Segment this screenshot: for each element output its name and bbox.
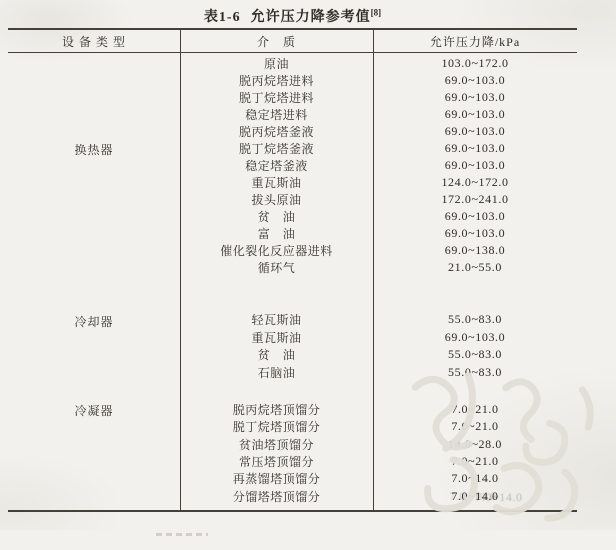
medium-cell: 拔头原油: [251, 193, 302, 207]
value-cell: 55.0~83.0: [448, 347, 502, 362]
table-row: [8, 106, 577, 123]
value-cell: 69.0~103.0: [444, 124, 506, 138]
pressure-drop-table: [8, 28, 577, 512]
table-row: [8, 191, 577, 208]
medium-cell: 稳定塔釜液: [245, 159, 308, 173]
value-cell: 7.0~21.0: [451, 454, 499, 469]
table-row: [8, 346, 577, 364]
table-row: [8, 72, 577, 89]
value-cell: 172.0~241.0: [441, 192, 509, 206]
equipment-label-condenser: 冷凝器: [74, 404, 114, 418]
table-row: [8, 470, 577, 487]
table-row: [8, 55, 577, 72]
medium-cell: 富 油: [257, 227, 296, 241]
header-pressure-drop: 允许压力降/kPa: [429, 34, 521, 49]
table-row: [8, 259, 577, 276]
table-row: [8, 140, 577, 157]
table-row: [8, 329, 577, 347]
value-cell: 7.0~21.0: [451, 402, 499, 417]
medium-cell: 脱丁烷塔釜液: [238, 142, 314, 156]
table-row: [8, 487, 577, 504]
table-row: [8, 311, 577, 329]
medium-cell: 稳定塔进料: [245, 108, 308, 122]
header-equipment-type: 设 备 类 型: [61, 34, 126, 49]
medium-cell: 脱丙烷塔釜液: [238, 125, 314, 139]
medium-cell: 重瓦斯油: [251, 176, 302, 190]
scan-smudge: [156, 533, 208, 536]
medium-cell: 脱丁烷塔进料: [238, 91, 314, 105]
table-row: [8, 89, 577, 106]
value-cell: 69.0~103.0: [444, 107, 506, 121]
medium-cell: 石脑油: [257, 365, 296, 380]
table-number: 表1-6: [203, 10, 241, 25]
value-cell: 7.0~14.0: [451, 488, 499, 503]
table-row: [8, 364, 577, 382]
table-row: [8, 123, 577, 140]
value-cell: 69.0~103.0: [444, 158, 506, 172]
value-cell: 69.0~103.0: [444, 90, 506, 104]
medium-cell: 原油: [263, 57, 289, 71]
citation-superscript: [8]: [370, 7, 382, 18]
table-header-row: [8, 30, 577, 53]
medium-cell: 重瓦斯油: [251, 330, 302, 345]
section-heat-exchanger: [8, 55, 577, 276]
table-body: [8, 55, 577, 512]
value-cell: 7.0~14.0: [451, 471, 499, 486]
value-cell: 21.0~55.0: [448, 260, 502, 274]
value-cell: 69.0~103.0: [444, 209, 506, 223]
table-row: [8, 208, 577, 225]
section-condenser: [8, 401, 577, 505]
medium-cell: 分馏塔塔顶馏分: [232, 489, 321, 504]
table-row: [8, 242, 577, 259]
section-cooler: [8, 311, 577, 381]
table-row: [8, 418, 577, 435]
value-cell: 69.0~103.0: [444, 73, 506, 87]
table-row: [8, 401, 577, 418]
medium-cell: 脱丁烷塔顶馏分: [232, 420, 321, 435]
value-cell: 124.0~172.0: [441, 175, 509, 189]
medium-cell: 贫油塔顶馏分: [238, 437, 314, 452]
medium-cell: 催化裂化反应器进料: [220, 244, 333, 258]
value-cell: 14.0~28.0: [448, 436, 502, 451]
table-row: [8, 225, 577, 242]
value-cell: 69.0~103.0: [444, 226, 506, 240]
medium-cell: 常压塔顶馏分: [238, 455, 314, 470]
medium-cell: 脱丙烷塔进料: [238, 74, 314, 88]
value-cell: 55.0~83.0: [448, 312, 502, 327]
medium-cell: 轻瓦斯油: [251, 313, 302, 328]
value-cell: 103.0~172.0: [441, 56, 509, 70]
value-cell: 55.0~83.0: [448, 364, 502, 379]
table-row: [8, 157, 577, 174]
value-cell: 69.0~103.0: [444, 329, 506, 344]
medium-cell: 循环气: [257, 261, 296, 275]
medium-cell: 贫 油: [257, 210, 296, 224]
header-medium: 介 质: [256, 34, 296, 49]
value-cell: 7.0~21.0: [451, 419, 499, 434]
medium-cell: 再蒸馏塔顶馏分: [232, 472, 321, 487]
medium-cell: 脱丙烷塔顶馏分: [232, 403, 321, 418]
value-cell: 69.0~103.0: [444, 141, 506, 155]
medium-cell: 贫 油: [257, 348, 296, 363]
table-row: [8, 436, 577, 453]
equipment-label-cooler: 冷却器: [74, 315, 114, 329]
table-title-text: 允许压力降参考值: [250, 10, 371, 25]
table-row: [8, 453, 577, 470]
value-cell: 69.0~138.0: [444, 243, 506, 257]
table-row: [8, 174, 577, 191]
equipment-label-heat-exchanger: 换热器: [74, 143, 114, 157]
table-title: [8, 6, 577, 26]
